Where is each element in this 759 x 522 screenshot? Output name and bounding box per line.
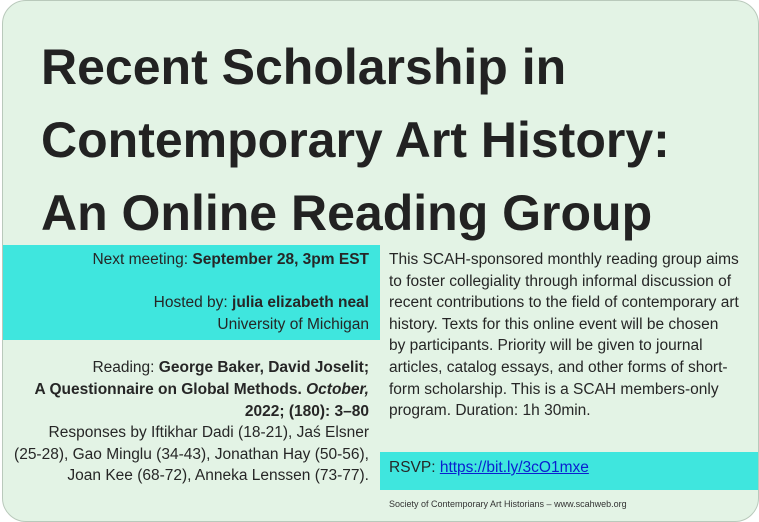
host-label: Hosted by:: [153, 294, 233, 312]
host-line: [9, 292, 369, 314]
next-meeting: [9, 249, 369, 271]
reading-label: Reading:: [92, 359, 159, 377]
event-title: [41, 31, 741, 250]
footer-text: Society of Contemporary Art Historians – www.scahweb.org: [389, 499, 627, 509]
reading-citation: 2022; (180): 3–80: [244, 402, 369, 420]
reading-authors: George Baker, David Joselit;: [158, 359, 369, 377]
event-description: This SCAH-sponsored monthly reading group aims to foster collegiality through informal discussion of recent contributions to the field of contemporary art history. Texts for this online event will be chosen by participants. Priority will be given to journal articles, catalog essays, and other forms of short-form scholarship. This is a SCAH members-only program. Duration: 1h 30min.: [389, 251, 739, 420]
rsvp-line: [389, 457, 589, 479]
responses-line-1: Responses by Iftikhar Dadi (18-21), Jaś Elsner: [48, 424, 369, 442]
reading-line: [9, 357, 369, 379]
host-name: julia elizabeth neal: [232, 294, 369, 312]
title-line-2: Contemporary Art History:: [41, 112, 670, 168]
rsvp-label: RSVP:: [389, 459, 440, 476]
host-affiliation: University of Michigan: [217, 315, 369, 333]
event-details: [9, 249, 369, 487]
next-meeting-label: Next meeting:: [92, 251, 193, 268]
reading-title-line: [9, 379, 369, 401]
next-meeting-date: September 28, 3pm EST: [192, 251, 369, 268]
reading-title: A Questionnaire on Global Methods.: [34, 380, 302, 398]
reading-journal: October,: [306, 380, 369, 398]
rsvp-link[interactable]: https://bit.ly/3cO1mxe: [439, 459, 589, 476]
title-line-1: Recent Scholarship in: [41, 39, 567, 95]
responses-line-3: Joan Kee (68-72), Anneka Lenssen (73-77).: [67, 467, 369, 485]
flyer-card: [2, 0, 759, 522]
responses-line-2: (25-28), Gao Minglu (34-43), Jonathan Hay (50-56),: [14, 445, 369, 463]
title-line-3: An Online Reading Group: [41, 185, 653, 241]
